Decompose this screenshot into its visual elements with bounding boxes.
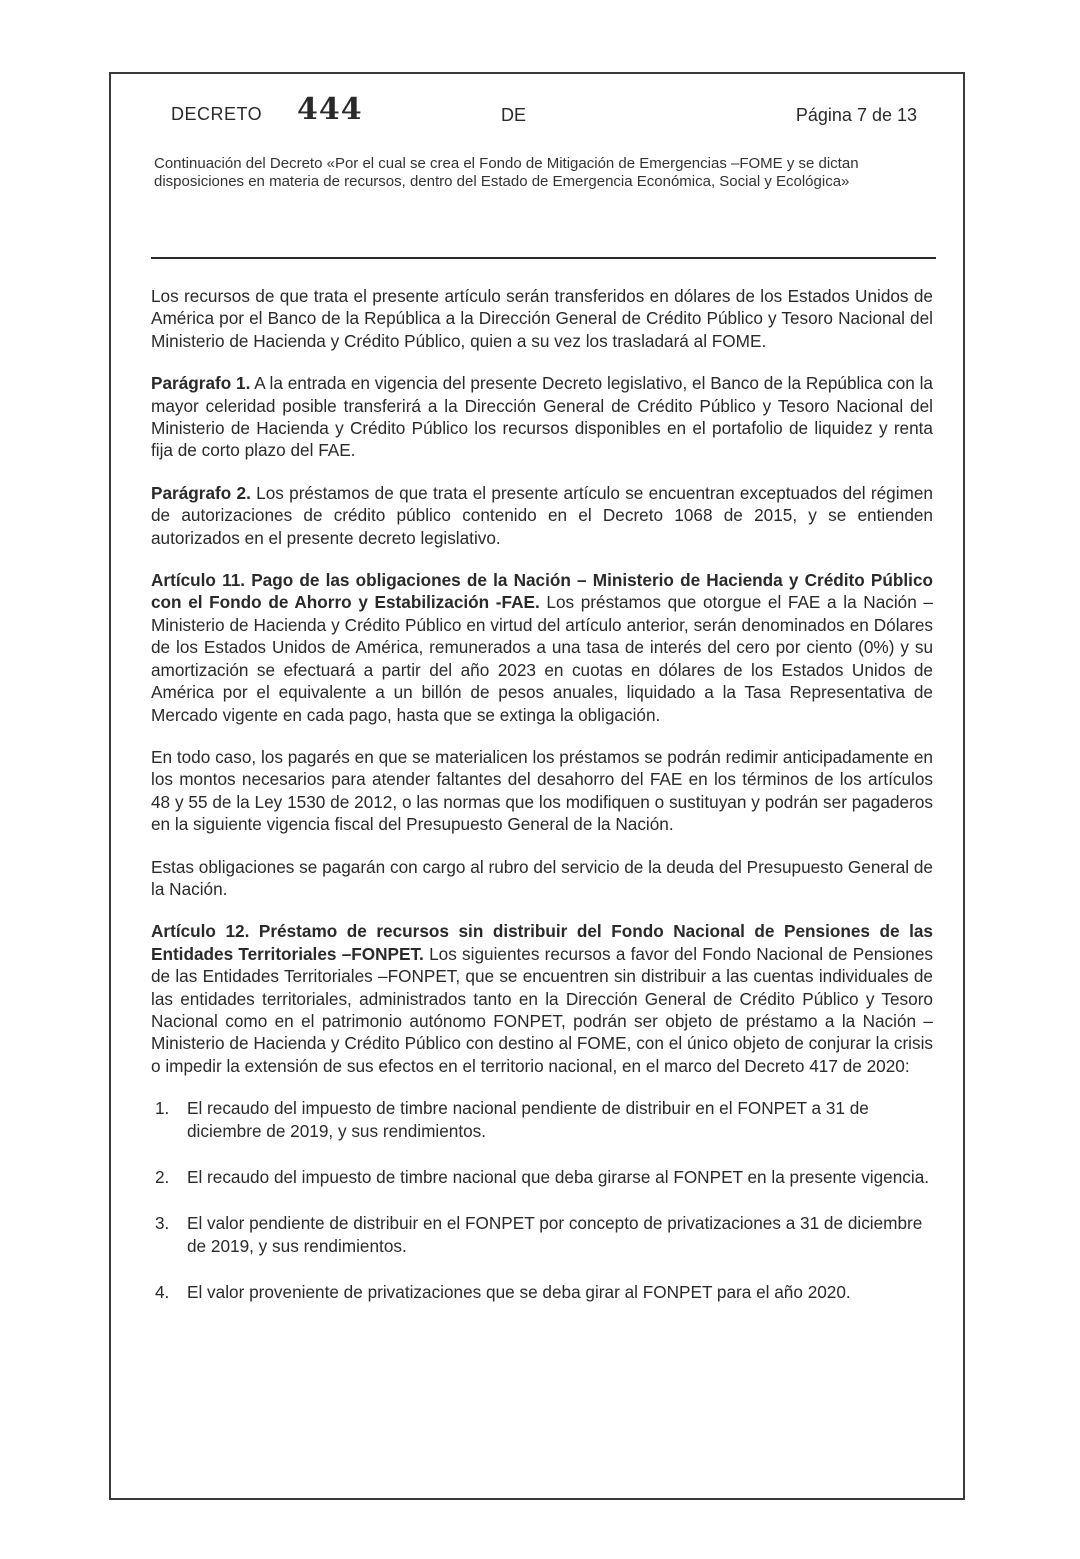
paragraph-heading: Artículo 11. Pago de las obligaciones de la Nación – Ministerio de Hacienda y Crédito Público con el Fondo de Ahorro y Estabilización -FAE. xyxy=(151,570,933,613)
paragraph-heading: Artículo 12. Préstamo de recursos sin distribuir del Fondo Nacional de Pensiones de las Entidades Territoriales –FONPET. xyxy=(151,921,933,964)
paragraph-text: Los recursos de que trata el presente artículo serán transferidos en dólares de los Estados Unidos de América por el Banco de la República a la Dirección General de Crédito Público y Tesoro Nacional del Ministerio de Hacienda y Crédito Público, quien a su vez los trasladará al FOME. xyxy=(151,286,933,351)
paragraph xyxy=(151,569,933,726)
paragraph xyxy=(151,920,933,1077)
list-item xyxy=(151,1166,933,1188)
paragraph-text: Los siguientes recursos a favor del Fondo Nacional de Pensiones de las Entidades Territoriales –FONPET, que se encuentren sin distribuir a las cuentas individuales de las entidades territoriales, administrados tanto en la Dirección General de Crédito Público y Tesoro Nacional como en el patrimonio autónomo FONPET, podrán ser objeto de préstamo a la Nación – Ministerio de Hacienda y Crédito Público con destino al FOME, con el único objeto de conjurar la crisis o impedir la extensión de sus efectos en el territorio nacional, en el marco del Decreto 417 de 2020: xyxy=(151,943,933,1076)
paragraph-text: Los préstamos de que trata el presente artículo se encuentran exceptuados del régimen de autorizaciones de crédito público contenido en el Decreto 1068 de 2015, y se entienden autorizados en el presente decreto legislativo. xyxy=(151,482,933,548)
decree-number: 444 xyxy=(297,92,363,127)
list-item xyxy=(151,1212,933,1257)
paragraph-text: Los préstamos que otorgue el FAE a la Nación – Ministerio de Hacienda y Crédito Público en virtud del artículo anterior, serán denominados en Dólares de los Estados Unidos de América, remunerados a una tasa de interés del cero por ciento (0%) y su amortización se efectuará a partir del año 2023 en cuotas en dólares de los Estados Unidos de América por el equivalente a un billón de pesos anuales, liquidado a la Tasa Representativa de Mercado vigente en cada pago, hasta que se extinga la obligación. xyxy=(151,592,933,725)
paragraph-heading: Parágrafo 1. xyxy=(151,373,251,394)
continuation-note: Continuación del Decreto «Por el cual se crea el Fondo de Mitigación de Emergencias –FOME y se dictan disposiciones en materia de recursos, dentro del Estado de Emergencia Económica, Social y Ecológica» xyxy=(154,155,859,190)
list-text: El valor pendiente de distribuir en el FONPET por concepto de privatizaciones a 31 de diciembre de 2019, y sus rendimientos. xyxy=(187,1213,923,1256)
list-number: 3. xyxy=(155,1213,170,1234)
document-body xyxy=(151,285,933,1328)
page-number: Página 7 de 13 xyxy=(795,105,917,125)
list-text: El recaudo del impuesto de timbre nacional que deba girarse al FONPET en la presente vigencia. xyxy=(187,1167,930,1187)
paragraph xyxy=(151,285,933,352)
paragraph xyxy=(151,482,933,549)
list-number: 1. xyxy=(155,1098,170,1119)
paragraph-text: A la entrada en vigencia del presente Decreto legislativo, el Banco de la República con la mayor celeridad posible transferirá a la Dirección General de Crédito Público y Tesoro Nacional del Ministerio de Hacienda y Crédito Público los recursos disponibles en el portafolio de liquidez y renta fija de corto plazo del FAE. xyxy=(151,373,933,461)
paragraph xyxy=(151,746,933,836)
paragraph-heading: Parágrafo 2. xyxy=(151,482,251,503)
document-header xyxy=(111,74,963,134)
list-number: 4. xyxy=(155,1282,170,1303)
paragraph-text: En todo caso, los pagarés en que se materialicen los préstamos se podrán redimir anticipadamente en los montos necesarios para atender faltantes del desahorro del FAE en los términos de los artículos 48 y 55 de la Ley 1530 de 2012, o las normas que los modifiquen o sustituyan y podrán ser pagaderos en la siguiente vigencia fiscal del Presupuesto General de la Nación. xyxy=(151,746,933,835)
paragraph xyxy=(151,372,933,462)
list-number: 2. xyxy=(155,1167,170,1187)
paragraph-text: Estas obligaciones se pagarán con cargo al rubro del servicio de la deuda del Presupuesto General de la Nación. xyxy=(151,856,933,899)
resource-list xyxy=(151,1097,933,1303)
decree-label: DECRETO xyxy=(171,104,263,124)
date-label: DE xyxy=(501,105,527,125)
list-item xyxy=(151,1097,933,1142)
header-divider xyxy=(151,257,936,259)
list-text: El valor proveniente de privatizaciones que se deba girar al FONPET para el año 2020. xyxy=(187,1282,851,1303)
page-frame xyxy=(109,72,965,1500)
list-item xyxy=(151,1281,933,1303)
list-text: El recaudo del impuesto de timbre nacional pendiente de distribuir en el FONPET a 31 de diciembre de 2019, y sus rendimientos. xyxy=(187,1098,869,1141)
paragraph xyxy=(151,856,933,901)
